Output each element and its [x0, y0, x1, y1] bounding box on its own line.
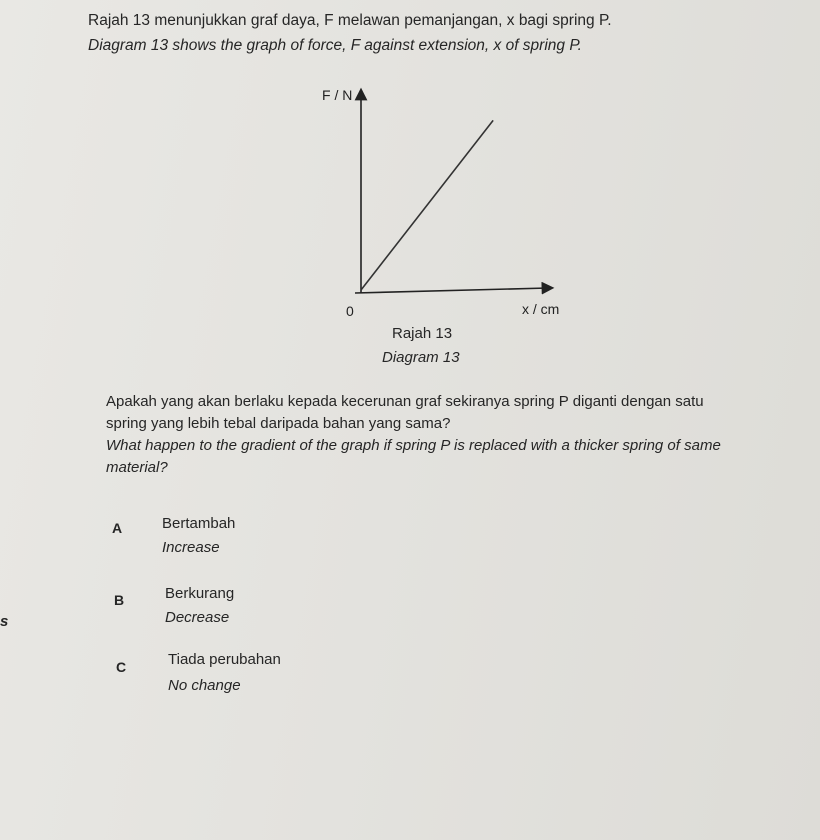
- option-b-english: Decrease: [165, 609, 230, 626]
- question-block: [106, 391, 746, 479]
- option-a-malay: Bertambah: [162, 515, 236, 532]
- option-a-letter: A: [112, 520, 123, 536]
- option-b-letter: B: [114, 592, 125, 608]
- y-axis-label: F / N: [322, 87, 353, 103]
- intro-english: Diagram 13 shows the graph of force, F against extension, x of spring P.: [88, 37, 582, 54]
- question-english: What happen to the gradient of the graph if spring P is replaced with a thicker spring of same material?: [106, 437, 721, 476]
- force-extension-graph: [300, 78, 600, 318]
- option-b-malay: Berkurang: [165, 585, 235, 602]
- question-malay: Apakah yang akan berlaku kepada kecerunan graf sekiranya spring P diganti dengan satu spring yang lebih tebal daripada bahan yang sama?: [106, 393, 704, 432]
- option-a-english: Increase: [162, 539, 220, 556]
- x-axis-label: x / cm: [522, 301, 560, 317]
- option-c-english: No change: [168, 677, 241, 694]
- option-c-letter: C: [116, 659, 127, 675]
- force-extension-line: [361, 120, 493, 290]
- edge-fragment: s: [0, 613, 9, 630]
- option-c-malay: Tiada perubahan: [168, 651, 281, 668]
- intro-malay: Rajah 13 menunjukkan graf daya, F melawan pemanjangan, x bagi spring P.: [88, 12, 612, 29]
- origin-label: 0: [346, 303, 354, 318]
- diagram-caption-english: Diagram 13: [382, 349, 460, 366]
- diagram-caption-malay: Rajah 13: [392, 325, 453, 342]
- x-axis: [355, 288, 548, 293]
